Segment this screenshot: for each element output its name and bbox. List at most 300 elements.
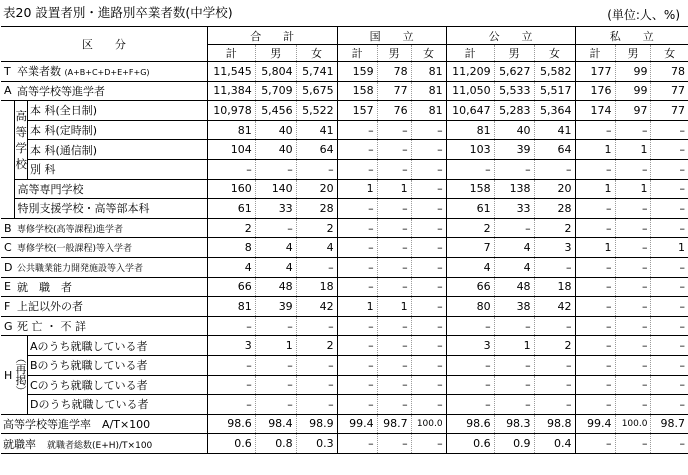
cell-value: 98.4 (255, 414, 296, 434)
table-row (1, 355, 688, 375)
cell-value: 10,647 (446, 101, 494, 121)
cell-value: – (255, 375, 296, 395)
cell-value: – (377, 159, 411, 179)
cell-value: – (377, 336, 411, 356)
cell-value: 98.9 (296, 414, 337, 434)
cell-value: 1 (337, 179, 377, 199)
cell-value: – (651, 395, 688, 415)
cell-value: – (651, 159, 688, 179)
table-row (1, 81, 688, 101)
cell-value: 81 (411, 81, 446, 101)
cell-value: – (651, 316, 688, 336)
row-label: Aのうち就職している者 (27, 336, 207, 356)
cell-value: – (494, 159, 534, 179)
sub-header-female: 女 (411, 45, 446, 62)
statistics-table (1, 26, 688, 454)
cell-value: 39 (255, 297, 296, 317)
cell-value: 98.8 (534, 414, 575, 434)
cell-value: 0.6 (446, 434, 494, 454)
cell-value: 4 (494, 238, 534, 258)
cell-value: 0.9 (494, 434, 534, 454)
table-row (1, 336, 688, 356)
cell-value: – (377, 238, 411, 258)
cell-value: – (575, 159, 615, 179)
cell-value: 18 (534, 277, 575, 297)
cell-value: 0.8 (255, 434, 296, 454)
table-row (1, 434, 688, 454)
row-label: 別 科 (27, 159, 207, 179)
cell-value: 11,050 (446, 81, 494, 101)
cell-value: – (411, 159, 446, 179)
row-label: 就職率 就職者総数(E+H)/T×100 (1, 434, 207, 454)
cell-value: – (575, 277, 615, 297)
cell-value: – (615, 199, 651, 219)
cell-value: 1 (337, 297, 377, 317)
cell-value: – (615, 355, 651, 375)
table-row (1, 159, 688, 179)
cell-value: – (575, 257, 615, 277)
row-label: 高等学校等進学率 A/T×100 (1, 414, 207, 434)
row-code: H (1, 336, 15, 414)
cell-value: – (651, 355, 688, 375)
sub-header-male: 男 (615, 45, 651, 62)
group-header-private: 私 立 (575, 27, 688, 45)
table-row (1, 179, 688, 199)
cell-value: – (411, 395, 446, 415)
cell-value: – (377, 277, 411, 297)
cell-value: 20 (296, 179, 337, 199)
cell-value: – (377, 218, 411, 238)
group-header-total: 合 計 (207, 27, 337, 45)
cell-value: – (296, 375, 337, 395)
cell-value: – (446, 355, 494, 375)
cell-value: – (411, 434, 446, 454)
cell-value: 99 (615, 81, 651, 101)
cell-value: – (207, 375, 255, 395)
cell-value: – (651, 336, 688, 356)
row-label: 高等専門学校 (15, 179, 207, 199)
cell-value: – (575, 316, 615, 336)
cell-value: 2 (446, 218, 494, 238)
cell-value: 158 (446, 179, 494, 199)
sub-header-female: 女 (651, 45, 688, 62)
cell-value: – (255, 316, 296, 336)
cell-value: 2 (296, 218, 337, 238)
cell-value: – (207, 159, 255, 179)
cell-value: 42 (296, 297, 337, 317)
table-row (1, 375, 688, 395)
cell-value: 64 (534, 140, 575, 160)
table-row (1, 414, 688, 434)
table-row (1, 120, 688, 140)
header-row-groups (1, 27, 688, 45)
row-label: 本 科(定時制) (27, 120, 207, 140)
cell-value: 5,582 (534, 62, 575, 82)
row-label: 就 職 者 (15, 277, 207, 297)
cell-value: – (411, 297, 446, 317)
cell-value: 81 (411, 62, 446, 82)
cell-value: – (494, 375, 534, 395)
table-row (1, 316, 688, 336)
cell-value: – (377, 199, 411, 219)
row-label: Dのうち就職している者 (27, 395, 207, 415)
cell-value: 18 (296, 277, 337, 297)
cell-value: 138 (494, 179, 534, 199)
cell-value: – (255, 159, 296, 179)
cell-value: – (615, 434, 651, 454)
cell-value: 61 (446, 199, 494, 219)
cell-value: – (207, 316, 255, 336)
cell-value: – (651, 434, 688, 454)
vertical-label-reprint: ︵ 再 掲 ︶ (15, 336, 28, 414)
cell-value: 4 (494, 257, 534, 277)
cell-value: 5,804 (255, 62, 296, 82)
cell-value: – (377, 257, 411, 277)
cell-value: – (255, 355, 296, 375)
cell-value: – (575, 434, 615, 454)
cell-value: 140 (255, 179, 296, 199)
cell-value: – (575, 218, 615, 238)
cell-value: 5,627 (494, 62, 534, 82)
cell-value: 38 (494, 297, 534, 317)
cell-value: – (615, 218, 651, 238)
cell-value: 4 (255, 257, 296, 277)
cell-value: 99 (615, 62, 651, 82)
cell-value: – (615, 316, 651, 336)
unit-note: (単位:人、%) (607, 8, 680, 22)
cell-value: – (411, 179, 446, 199)
table-row (1, 297, 688, 317)
cell-value: – (534, 159, 575, 179)
cell-value: – (337, 395, 377, 415)
cell-value: 80 (446, 297, 494, 317)
cell-value: 81 (207, 120, 255, 140)
row-code: E (1, 277, 15, 297)
cell-value: 2 (207, 218, 255, 238)
cell-value: 1 (615, 140, 651, 160)
cell-value: 98.7 (377, 414, 411, 434)
cell-value: 40 (255, 120, 296, 140)
table-row (1, 395, 688, 415)
row-code: B (1, 218, 15, 238)
cell-value: – (337, 238, 377, 258)
cell-value: – (651, 375, 688, 395)
cell-value: 78 (377, 62, 411, 82)
cell-value: – (207, 355, 255, 375)
cell-value: – (575, 297, 615, 317)
cell-value: – (377, 316, 411, 336)
cell-value: 99.4 (337, 414, 377, 434)
cell-value: 5,517 (534, 81, 575, 101)
cell-value: 176 (575, 81, 615, 101)
row-label: 専修学校(高等課程)進学者 (15, 218, 207, 238)
cell-value: 174 (575, 101, 615, 121)
table-row (1, 199, 688, 219)
cell-value: – (534, 257, 575, 277)
cell-value: – (534, 316, 575, 336)
sub-header-male: 男 (255, 45, 296, 62)
cell-value: 4 (255, 238, 296, 258)
cell-value: 100.0 (411, 414, 446, 434)
sub-header-female: 女 (534, 45, 575, 62)
category-header: 区 分 (1, 27, 207, 62)
cell-value: 77 (377, 81, 411, 101)
cell-value: – (377, 395, 411, 415)
cell-value: – (615, 336, 651, 356)
cell-value: – (411, 218, 446, 238)
cell-value: 159 (337, 62, 377, 82)
cell-value: 48 (494, 277, 534, 297)
table-row (1, 238, 688, 258)
cell-value: 48 (255, 277, 296, 297)
cell-value: – (575, 395, 615, 415)
cell-value: – (446, 159, 494, 179)
cell-value: 97 (615, 101, 651, 121)
row-label: 本 科(全日制) (27, 101, 207, 121)
cell-value: – (377, 355, 411, 375)
cell-value: – (411, 277, 446, 297)
cell-value: – (651, 179, 688, 199)
cell-value: – (296, 395, 337, 415)
cell-value: – (494, 395, 534, 415)
cell-value: – (615, 238, 651, 258)
cell-value: – (651, 199, 688, 219)
cell-value: 100.0 (615, 414, 651, 434)
cell-value: 104 (207, 140, 255, 160)
cell-value: 42 (534, 297, 575, 317)
row-label: Cのうち就職している者 (27, 375, 207, 395)
cell-value: – (337, 277, 377, 297)
cell-value: 33 (494, 199, 534, 219)
cell-value: 77 (651, 81, 688, 101)
cell-value: 99.4 (575, 414, 615, 434)
cell-value: – (255, 395, 296, 415)
row-label: 本 科(通信制) (27, 140, 207, 160)
cell-value: 40 (255, 140, 296, 160)
group-header-public: 公 立 (446, 27, 575, 45)
cell-value: – (337, 199, 377, 219)
cell-value: 0.4 (534, 434, 575, 454)
cell-value: – (411, 238, 446, 258)
cell-value: – (446, 395, 494, 415)
cell-value: 98.7 (651, 414, 688, 434)
row-code: F (1, 297, 15, 317)
cell-value: – (377, 434, 411, 454)
cell-value: – (494, 316, 534, 336)
cell-value: – (411, 316, 446, 336)
cell-value: 0.3 (296, 434, 337, 454)
cell-value: 3 (207, 336, 255, 356)
cell-value: – (575, 120, 615, 140)
cell-value: 28 (534, 199, 575, 219)
cell-value: 81 (446, 120, 494, 140)
cell-value: 2 (534, 218, 575, 238)
cell-value: 78 (651, 62, 688, 82)
cell-value: – (296, 355, 337, 375)
sub-header-total: 計 (337, 45, 377, 62)
table-row (1, 277, 688, 297)
cell-value: 1 (377, 297, 411, 317)
cell-value: 81 (207, 297, 255, 317)
sub-header-total: 計 (446, 45, 494, 62)
cell-value: 1 (615, 179, 651, 199)
sub-header-total: 計 (575, 45, 615, 62)
cell-value: 4 (207, 257, 255, 277)
cell-value: – (411, 140, 446, 160)
cell-value: 98.3 (494, 414, 534, 434)
cell-value: – (615, 375, 651, 395)
cell-value: 3 (534, 238, 575, 258)
cell-value: 5,456 (255, 101, 296, 121)
cell-value: – (337, 140, 377, 160)
cell-value: – (651, 277, 688, 297)
cell-value: – (411, 336, 446, 356)
cell-value: – (651, 257, 688, 277)
cell-value: 11,545 (207, 62, 255, 82)
group-header-national: 国 立 (337, 27, 446, 45)
row-code: A (1, 81, 15, 101)
row-code: D (1, 257, 15, 277)
cell-value: – (377, 140, 411, 160)
cell-value: – (337, 336, 377, 356)
row-code: G (1, 316, 15, 336)
cell-value: 20 (534, 179, 575, 199)
cell-value: – (615, 159, 651, 179)
row-label: 公共職業能力開発施設等入学者 (15, 257, 207, 277)
cell-value: – (615, 120, 651, 140)
cell-value: – (377, 120, 411, 140)
cell-value: 5,741 (296, 62, 337, 82)
cell-value: – (575, 199, 615, 219)
cell-value: 2 (296, 336, 337, 356)
cell-value: – (575, 355, 615, 375)
cell-value: 4 (446, 257, 494, 277)
row-label: 卒業者数 (A+B+C+D+E+F+G) (15, 62, 207, 82)
cell-value: – (651, 218, 688, 238)
row-label: 死 亡 ・ 不 詳 (15, 316, 207, 336)
cell-value: 10,978 (207, 101, 255, 121)
cell-value: 76 (377, 101, 411, 121)
row-label: 高等学校等進学者 (15, 81, 207, 101)
cell-value: 66 (207, 277, 255, 297)
cell-value: 157 (337, 101, 377, 121)
cell-value: 0.6 (207, 434, 255, 454)
cell-value: – (296, 316, 337, 336)
cell-value: 103 (446, 140, 494, 160)
cell-value: 1 (575, 140, 615, 160)
cell-value: – (337, 159, 377, 179)
row-code: C (1, 238, 15, 258)
cell-value: 61 (207, 199, 255, 219)
cell-value: 160 (207, 179, 255, 199)
cell-value: 5,533 (494, 81, 534, 101)
cell-value: – (207, 395, 255, 415)
cell-value: 7 (446, 238, 494, 258)
cell-value: – (337, 375, 377, 395)
cell-value: – (337, 218, 377, 238)
cell-value: – (377, 375, 411, 395)
table-row (1, 257, 688, 277)
cell-value: 11,384 (207, 81, 255, 101)
cell-value: 1 (575, 179, 615, 199)
cell-value: – (534, 375, 575, 395)
cell-value: 158 (337, 81, 377, 101)
cell-value: 4 (296, 238, 337, 258)
cell-value: – (296, 159, 337, 179)
cell-value: 39 (494, 140, 534, 160)
cell-value: 81 (411, 101, 446, 121)
cell-value: – (411, 355, 446, 375)
cell-value: – (575, 336, 615, 356)
sub-header-male: 男 (377, 45, 411, 62)
cell-value: 1 (255, 336, 296, 356)
cell-value: 1 (651, 238, 688, 258)
cell-value: 5,522 (296, 101, 337, 121)
cell-value: – (615, 297, 651, 317)
cell-value: 177 (575, 62, 615, 82)
cell-value: – (651, 140, 688, 160)
cell-value: 64 (296, 140, 337, 160)
cell-value: 40 (494, 120, 534, 140)
cell-value: – (615, 277, 651, 297)
cell-value: 5,675 (296, 81, 337, 101)
cell-value: – (494, 218, 534, 238)
cell-value: 1 (377, 179, 411, 199)
cell-value: – (651, 297, 688, 317)
sub-header-total: 計 (207, 45, 255, 62)
vertical-label-high-school: 高 等 学 校 (15, 101, 28, 179)
cell-value: – (411, 199, 446, 219)
cell-value: 5,709 (255, 81, 296, 101)
cell-value: – (411, 120, 446, 140)
sub-header-male: 男 (494, 45, 534, 62)
cell-value: – (337, 434, 377, 454)
cell-value: 41 (534, 120, 575, 140)
table-row (1, 62, 688, 82)
cell-value: – (411, 257, 446, 277)
table-row (1, 218, 688, 238)
cell-value: – (615, 257, 651, 277)
cell-value: – (534, 395, 575, 415)
cell-value: 2 (534, 336, 575, 356)
row-label: 専修学校(一般課程)等入学者 (15, 238, 207, 258)
cell-value: 3 (446, 336, 494, 356)
cell-value: 1 (575, 238, 615, 258)
cell-value: 98.6 (207, 414, 255, 434)
cell-value: – (534, 355, 575, 375)
cell-value: – (411, 375, 446, 395)
cell-value: – (494, 355, 534, 375)
row-label: 特別支援学校・高等部本科 (15, 199, 207, 219)
cell-value: – (446, 375, 494, 395)
cell-value: 33 (255, 199, 296, 219)
row-label: Bのうち就職している者 (27, 355, 207, 375)
row-label: 上記以外の者 (15, 297, 207, 317)
cell-value: 66 (446, 277, 494, 297)
cell-value: – (446, 316, 494, 336)
table-row (1, 101, 688, 121)
cell-value: 1 (494, 336, 534, 356)
cell-value: 98.6 (446, 414, 494, 434)
cell-value: – (255, 218, 296, 238)
row-code: T (1, 62, 15, 82)
table-row (1, 140, 688, 160)
cell-value: – (337, 120, 377, 140)
cell-value: – (337, 257, 377, 277)
cell-value: 77 (651, 101, 688, 121)
table-title: 表20 設置者別・進路別卒業者数(中学校) (3, 5, 233, 20)
cell-value: – (337, 316, 377, 336)
